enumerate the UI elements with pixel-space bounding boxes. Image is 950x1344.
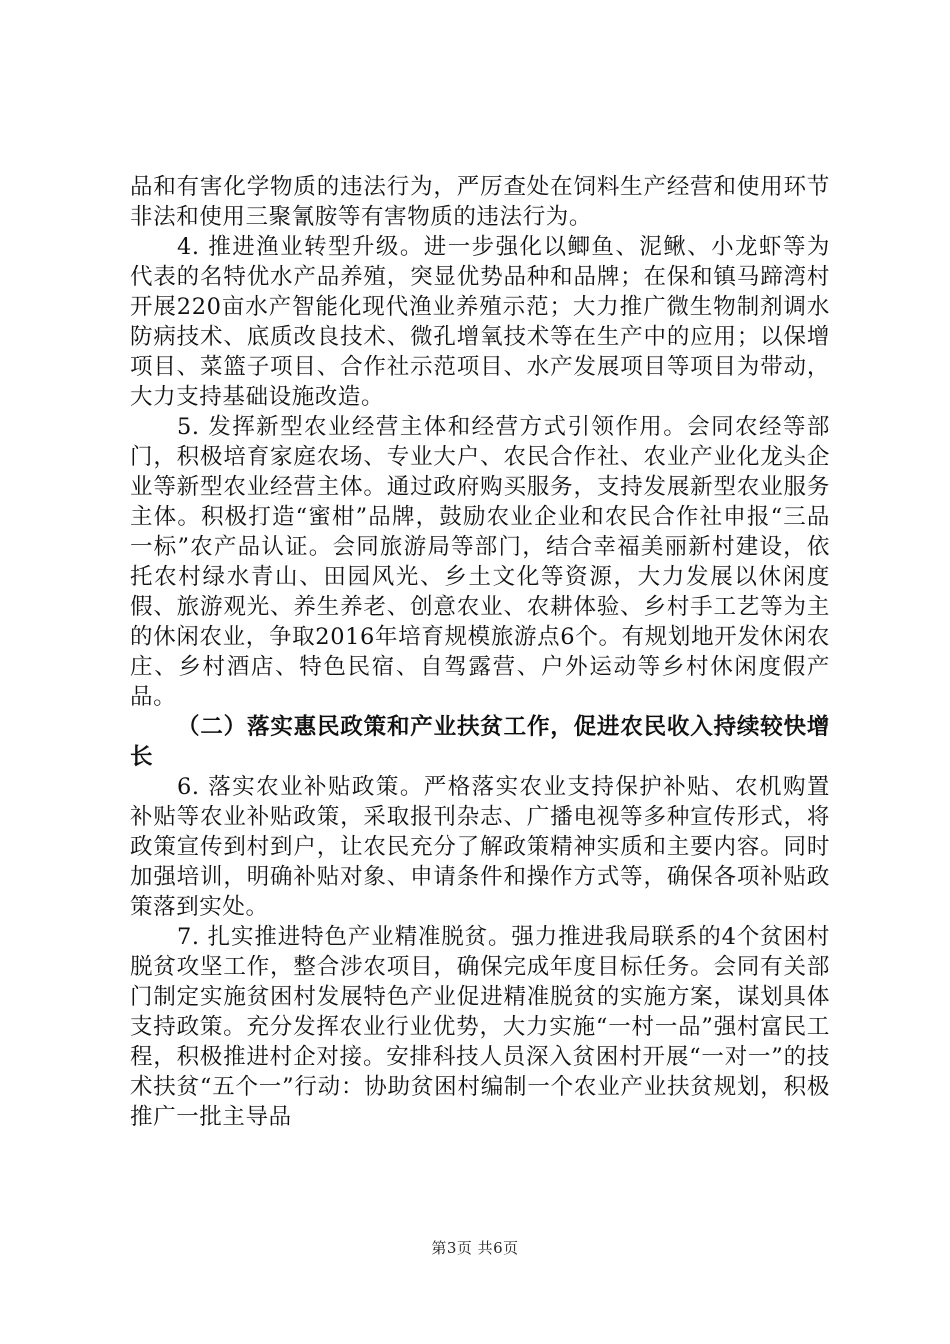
page-number-footer: 第3页 共6页 (431, 1239, 519, 1257)
paragraph-item-6: 6. 落实农业补贴政策。严格落实农业支持保护补贴、农机购置补贴等农业补贴政策，采取报刊杂志、广播电视等多种宣传形式，将政策宣传到村到户，让农民充分了解政策精神实质和主要内容。同时加强培训，明确补贴对象、申请条件和操作方式等，确保各项补贴政策落到实处。 (130, 774, 830, 920)
document-body (130, 172, 830, 1132)
paragraph-item-7: 7. 扎实推进特色产业精准脱贫。强力推进我局联系的4个贫困村脱贫攻坚工作，整合涉农项目，确保完成年度目标任务。会同有关部门制定实施贫困村发展特色产业促进精准脱贫的实施方案，谋划具体支持政策。充分发挥农业行业优势，大力实施“一村一品”强村富民工程，积极推进村企对接。安排科技人员深入贫困村开展“一对一”的技术扶贫“五个一”行动：协助贫困村编制一个农业产业扶贫规划，积极推广一批主导品 (130, 924, 830, 1130)
paragraph-item-5: 5. 发挥新型农业经营主体和经营方式引领作用。会同农经等部门，积极培育家庭农场、专业大户、农民合作社、农业产业化龙头企业等新型农业经营主体。通过政府购买服务，支持发展新型农业服务主体。积极打造“蜜柑”品牌，鼓励农业企业和农民合作社申报“三品一标”农产品认证。会同旅游局等部门，结合幸福美丽新村建设，依托农村绿水青山、田园风光、乡土文化等资源，大力发展以休闲度假、旅游观光、养生养老、创意农业、农耕体验、乡村手工艺等为主的休闲农业，争取2016年培育规模旅游点6个。有规划地开发休闲农庄、乡村酒店、特色民宿、自驾露营、户外运动等乡村休闲度假产品。 (130, 414, 830, 710)
section-heading: （二）落实惠民政策和产业扶贫工作，促进农民收入持续较快增长 (130, 714, 830, 770)
paragraph-item-4: 4. 推进渔业转型升级。进一步强化以鲫鱼、泥鳅、小龙虾等为代表的名特优水产品养殖，突显优势品种和品牌；在保和镇马蹄湾村开展220亩水产智能化现代渔业养殖示范；大力推广微生物制剂调水防病技术、底质改良技术、微孔增氧技术等在生产中的应用；以保增项目、菜篮子项目、合作社示范项目、水产发展项目等项目为带动，大力支持基础设施改造。 (130, 234, 830, 410)
paragraph-continuation: 品和有害化学物质的违法行为，严厉查处在饲料生产经营和使用环节非法和使用三聚氰胺等有害物质的违法行为。 (130, 174, 830, 230)
